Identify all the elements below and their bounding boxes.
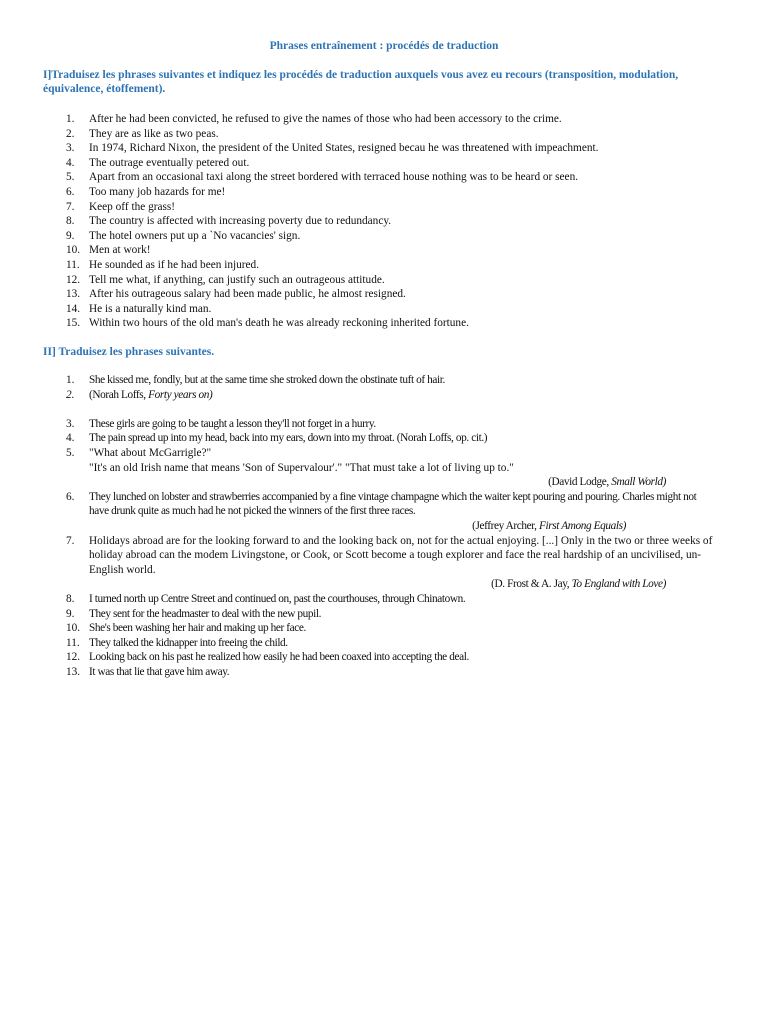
- list-item: [0, 170, 768, 185]
- list-item: [0, 607, 768, 622]
- item-text: Within two hours of the old man's death he was already reckoning inherited fortune.: [89, 317, 469, 330]
- item-number: 4.: [66, 156, 75, 169]
- citation-title: Forty years on): [148, 388, 213, 401]
- item-text: They sent for the headmaster to deal with the new pupil.: [89, 607, 322, 620]
- list-item: [0, 200, 768, 215]
- item-text: Men at work!: [89, 244, 151, 257]
- item-number: 9.: [66, 229, 75, 242]
- item-number: 7.: [66, 200, 75, 213]
- item-text: I turned north up Centre Street and continued on, past the courthouses, through Chinatown.: [89, 592, 466, 605]
- list-item: [0, 316, 768, 331]
- item-text: He is a naturally kind man.: [89, 302, 212, 315]
- item-number: 7.: [66, 534, 75, 547]
- item-number: 15.: [66, 317, 81, 330]
- list-item: [0, 287, 768, 302]
- list-item: [0, 621, 768, 636]
- item-number: 4.: [66, 432, 75, 445]
- list-item: [0, 534, 768, 592]
- item-number: 13.: [66, 665, 81, 678]
- list-spacer: [0, 402, 768, 417]
- item-text: [89, 446, 715, 490]
- item-text: They talked the kidnapper into freeing the child.: [89, 636, 288, 649]
- item-text: Keep off the grass!: [89, 200, 176, 213]
- citation-title: To England with Love): [571, 578, 666, 591]
- item-number: 3.: [66, 417, 75, 430]
- list-item: [0, 490, 768, 534]
- item-number: 10.: [66, 622, 81, 635]
- list-item: [0, 214, 768, 229]
- item-text: The pain spread up into my head, back into my ears, down into my throat. (Norah Loffs, op. cit.): [89, 432, 488, 445]
- item-text: [89, 490, 715, 534]
- item-number: 12.: [66, 273, 81, 286]
- item-number: 12.: [66, 651, 81, 664]
- list-item: [0, 417, 768, 432]
- item-text: The outrage eventually petered out.: [89, 156, 250, 169]
- item-number: 2.: [66, 127, 75, 140]
- item-number: 9.: [66, 607, 75, 620]
- list-item: [0, 665, 768, 680]
- citation-author: (D. Frost & A. Jay,: [491, 578, 572, 591]
- item-number: 6.: [66, 185, 75, 198]
- item-text: The country is affected with increasing poverty due to redundancy.: [89, 215, 392, 228]
- item-number: 14.: [66, 302, 81, 315]
- item-number: 8.: [66, 592, 75, 605]
- item-text: He sounded as if he had been injured.: [89, 258, 260, 271]
- list-item: [0, 243, 768, 258]
- item-text: It was that lie that gave him away.: [89, 665, 230, 678]
- item-number: 1.: [66, 374, 75, 386]
- item-text: After he had been convicted, he refused to give the names of those who had been accessory to the crime.: [89, 113, 562, 125]
- list-item: [0, 302, 768, 317]
- item-text: They are as like as two peas.: [89, 127, 219, 140]
- item-number: 5.: [66, 171, 75, 184]
- section-2-list: [0, 373, 768, 679]
- item-text: The hotel owners put up a `No vacancies' sign.: [89, 229, 301, 242]
- citation-author: (Jeffrey Archer,: [472, 519, 540, 532]
- item-line: "It's an old Irish name that means 'Son of Supervalour'." "That must take a lot of living up to.": [89, 461, 514, 474]
- list-item: [0, 431, 768, 446]
- item-number: 6.: [66, 490, 75, 503]
- citation-title: First Among Equals): [539, 519, 626, 532]
- list-item: [0, 388, 768, 403]
- item-number: 10.: [66, 244, 81, 257]
- list-item: [0, 127, 768, 142]
- list-item: [0, 258, 768, 273]
- item-paragraph: Holidays abroad are for the looking forward to and the looking back on, not for the actual enjoying. [...] Only in the two or three weeks of holiday abroad can the modem Livingstone, or Cook, or Scott become a tough explorer and face the real hardship of an uncivilised, un-English world.: [89, 534, 713, 576]
- list-item: [0, 112, 768, 127]
- item-number: 13.: [66, 288, 81, 301]
- section-1-heading: I]Traduisez les phrases suivantes et indiquez les procédés de traduction auxquels vous avez eu recours (transposition, modulation, équivalence, étoffement).: [43, 69, 679, 95]
- list-item: [0, 446, 768, 490]
- item-text: Looking back on his past he realized how easily he had been coaxed into accepting the deal.: [89, 651, 469, 664]
- item-text: These girls are going to be taught a lesson they'll not forget in a hurry.: [89, 417, 376, 430]
- list-item: [0, 636, 768, 651]
- section-2-heading: II] Traduisez les phrases suivantes.: [43, 346, 215, 358]
- item-text: After his outrageous salary had been made public, he almost resigned.: [89, 288, 406, 301]
- citation-author: (David Lodge,: [548, 476, 612, 489]
- page-title: Phrases entraînement : procédés de traduction: [269, 40, 499, 52]
- item-paragraph: They lunched on lobster and strawberries accompanied by a fine vintage champagne which the waiter kept pouring and pouring. Charles might not have drunk quite as much had he not picked the winners of the first three races.: [89, 490, 697, 518]
- citation: [89, 475, 666, 490]
- item-number: 11.: [66, 258, 80, 271]
- citation-title: Small World): [611, 476, 666, 489]
- item-text: She's been washing her hair and making up her face.: [89, 622, 306, 635]
- item-number: 8.: [66, 215, 75, 228]
- item-text: [89, 388, 715, 403]
- citation: [89, 577, 666, 592]
- item-number: 1.: [66, 113, 75, 125]
- item-text: Apart from an occasional taxi along the street bordered with terraced house nothing was to be heard or seen.: [89, 171, 579, 184]
- list-item: [0, 273, 768, 288]
- item-number: 5.: [66, 446, 75, 459]
- item-text: In 1974, Richard Nixon, the president of the United States, resigned becau he was threatened with impeachment.: [89, 142, 599, 155]
- item-number: 3.: [66, 142, 75, 155]
- item-text: Tell me what, if anything, can justify such an outrageous attitude.: [89, 273, 385, 286]
- list-item: [0, 229, 768, 244]
- list-item: [0, 156, 768, 171]
- list-item: [0, 185, 768, 200]
- citation-author: (Norah Loffs,: [89, 388, 149, 401]
- item-number: 2.: [66, 388, 75, 401]
- list-item: [0, 592, 768, 607]
- item-text: She kissed me, fondly, but at the same time she stroked down the obstinate tuft of hair.: [89, 374, 445, 386]
- list-item: [0, 141, 768, 156]
- list-item: [0, 650, 768, 665]
- item-text: Too many job hazards for me!: [89, 185, 226, 198]
- item-number: 11.: [66, 636, 80, 649]
- item-line: "What about McGarrigle?": [89, 446, 212, 459]
- item-text: [89, 534, 715, 592]
- citation: [89, 519, 626, 534]
- list-item: [0, 373, 768, 388]
- section-1-list: [0, 112, 768, 331]
